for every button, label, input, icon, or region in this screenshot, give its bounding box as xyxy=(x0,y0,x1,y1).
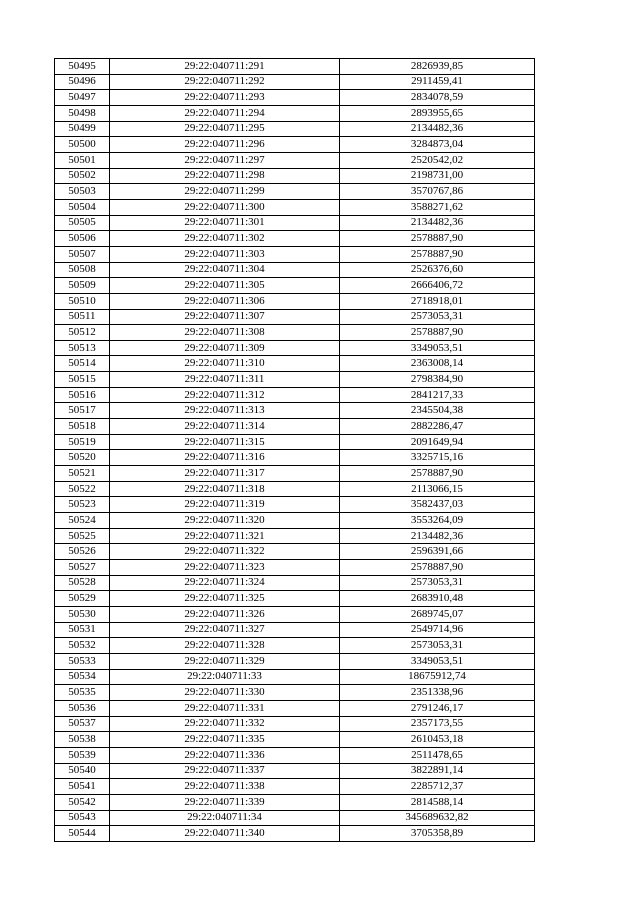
table-row xyxy=(55,826,535,842)
table-row xyxy=(55,90,535,106)
table-row xyxy=(55,591,535,607)
table-row xyxy=(55,356,535,372)
value-cell: 2573053,31 xyxy=(340,309,535,325)
cadastral-number-cell: 29:22:040711:315 xyxy=(110,434,340,450)
table-row xyxy=(55,403,535,419)
value-cell: 3705358,89 xyxy=(340,826,535,842)
row-number-cell: 50514 xyxy=(55,356,110,372)
row-number-cell: 50539 xyxy=(55,747,110,763)
cadastral-number-cell: 29:22:040711:336 xyxy=(110,747,340,763)
cadastral-number-cell: 29:22:040711:339 xyxy=(110,794,340,810)
table-row xyxy=(55,794,535,810)
value-cell: 2526376,60 xyxy=(340,262,535,278)
table-row xyxy=(55,544,535,560)
cadastral-number-cell: 29:22:040711:309 xyxy=(110,340,340,356)
table-row xyxy=(55,340,535,356)
row-number-cell: 50515 xyxy=(55,372,110,388)
table-row xyxy=(55,215,535,231)
cadastral-number-cell: 29:22:040711:331 xyxy=(110,700,340,716)
value-cell: 2351338,96 xyxy=(340,685,535,701)
row-number-cell: 50499 xyxy=(55,121,110,137)
cadastral-number-cell: 29:22:040711:308 xyxy=(110,325,340,341)
table-body xyxy=(55,59,535,842)
cadastral-number-cell: 29:22:040711:310 xyxy=(110,356,340,372)
cadastral-number-cell: 29:22:040711:329 xyxy=(110,653,340,669)
cadastral-number-cell: 29:22:040711:291 xyxy=(110,59,340,75)
value-cell: 2791246,17 xyxy=(340,700,535,716)
cadastral-number-cell: 29:22:040711:313 xyxy=(110,403,340,419)
table-row xyxy=(55,262,535,278)
cadastral-number-cell: 29:22:040711:335 xyxy=(110,732,340,748)
value-cell: 2285712,37 xyxy=(340,779,535,795)
row-number-cell: 50543 xyxy=(55,810,110,826)
cadastral-number-cell: 29:22:040711:306 xyxy=(110,293,340,309)
value-cell: 2520542,02 xyxy=(340,152,535,168)
cadastral-number-cell: 29:22:040711:325 xyxy=(110,591,340,607)
row-number-cell: 50503 xyxy=(55,184,110,200)
table-row xyxy=(55,700,535,716)
row-number-cell: 50522 xyxy=(55,481,110,497)
value-cell: 2198731,00 xyxy=(340,168,535,184)
cadastral-number-cell: 29:22:040711:326 xyxy=(110,606,340,622)
value-cell: 3325715,16 xyxy=(340,450,535,466)
cadastral-number-cell: 29:22:040711:304 xyxy=(110,262,340,278)
table-row xyxy=(55,560,535,576)
row-number-cell: 50530 xyxy=(55,606,110,622)
value-cell: 2113066,15 xyxy=(340,481,535,497)
table-row xyxy=(55,278,535,294)
value-cell: 2841217,33 xyxy=(340,387,535,403)
row-number-cell: 50504 xyxy=(55,199,110,215)
cadastral-number-cell: 29:22:040711:297 xyxy=(110,152,340,168)
value-cell: 2814588,14 xyxy=(340,794,535,810)
table-row xyxy=(55,105,535,121)
value-cell: 3588271,62 xyxy=(340,199,535,215)
row-number-cell: 50508 xyxy=(55,262,110,278)
value-cell: 2798384,90 xyxy=(340,372,535,388)
row-number-cell: 50511 xyxy=(55,309,110,325)
cadastral-number-cell: 29:22:040711:320 xyxy=(110,513,340,529)
cadastral-number-cell: 29:22:040711:299 xyxy=(110,184,340,200)
value-cell: 2573053,31 xyxy=(340,638,535,654)
table-row xyxy=(55,622,535,638)
table-row xyxy=(55,763,535,779)
cadastral-number-cell: 29:22:040711:321 xyxy=(110,528,340,544)
row-number-cell: 50532 xyxy=(55,638,110,654)
table-row xyxy=(55,747,535,763)
row-number-cell: 50510 xyxy=(55,293,110,309)
row-number-cell: 50517 xyxy=(55,403,110,419)
row-number-cell: 50531 xyxy=(55,622,110,638)
cadastral-number-cell: 29:22:040711:319 xyxy=(110,497,340,513)
table-row xyxy=(55,246,535,262)
row-number-cell: 50529 xyxy=(55,591,110,607)
table-row xyxy=(55,497,535,513)
cadastral-number-cell: 29:22:040711:337 xyxy=(110,763,340,779)
row-number-cell: 50542 xyxy=(55,794,110,810)
table-row xyxy=(55,121,535,137)
table-row xyxy=(55,231,535,247)
table-row xyxy=(55,606,535,622)
cadastral-number-cell: 29:22:040711:323 xyxy=(110,560,340,576)
value-cell: 2578887,90 xyxy=(340,466,535,482)
row-number-cell: 50541 xyxy=(55,779,110,795)
value-cell: 3349053,51 xyxy=(340,653,535,669)
row-number-cell: 50501 xyxy=(55,152,110,168)
row-number-cell: 50498 xyxy=(55,105,110,121)
row-number-cell: 50516 xyxy=(55,387,110,403)
value-cell: 2578887,90 xyxy=(340,246,535,262)
value-cell: 2911459,41 xyxy=(340,74,535,90)
row-number-cell: 50500 xyxy=(55,137,110,153)
value-cell: 18675912,74 xyxy=(340,669,535,685)
table-row xyxy=(55,137,535,153)
value-cell: 2134482,36 xyxy=(340,215,535,231)
row-number-cell: 50497 xyxy=(55,90,110,106)
row-number-cell: 50527 xyxy=(55,560,110,576)
cadastral-number-cell: 29:22:040711:33 xyxy=(110,669,340,685)
row-number-cell: 50521 xyxy=(55,466,110,482)
table-row xyxy=(55,450,535,466)
cadastral-number-cell: 29:22:040711:295 xyxy=(110,121,340,137)
cadastral-number-cell: 29:22:040711:305 xyxy=(110,278,340,294)
table-row xyxy=(55,575,535,591)
value-cell: 2091649,94 xyxy=(340,434,535,450)
row-number-cell: 50537 xyxy=(55,716,110,732)
value-cell: 3570767,86 xyxy=(340,184,535,200)
row-number-cell: 50505 xyxy=(55,215,110,231)
value-cell: 2578887,90 xyxy=(340,560,535,576)
row-number-cell: 50535 xyxy=(55,685,110,701)
row-number-cell: 50506 xyxy=(55,231,110,247)
table-row xyxy=(55,638,535,654)
table-row xyxy=(55,199,535,215)
cadastral-number-cell: 29:22:040711:314 xyxy=(110,419,340,435)
cadastral-number-cell: 29:22:040711:330 xyxy=(110,685,340,701)
value-cell: 2893955,65 xyxy=(340,105,535,121)
value-cell: 2689745,07 xyxy=(340,606,535,622)
value-cell: 2578887,90 xyxy=(340,231,535,247)
value-cell: 2718918,01 xyxy=(340,293,535,309)
row-number-cell: 50533 xyxy=(55,653,110,669)
row-number-cell: 50523 xyxy=(55,497,110,513)
cadastral-number-cell: 29:22:040711:293 xyxy=(110,90,340,106)
table-row xyxy=(55,716,535,732)
cadastral-number-cell: 29:22:040711:316 xyxy=(110,450,340,466)
row-number-cell: 50513 xyxy=(55,340,110,356)
value-cell: 2549714,96 xyxy=(340,622,535,638)
table-row xyxy=(55,59,535,75)
row-number-cell: 50524 xyxy=(55,513,110,529)
value-cell: 2573053,31 xyxy=(340,575,535,591)
value-cell: 2345504,38 xyxy=(340,403,535,419)
row-number-cell: 50526 xyxy=(55,544,110,560)
cadastral-number-cell: 29:22:040711:318 xyxy=(110,481,340,497)
cadastral-number-cell: 29:22:040711:340 xyxy=(110,826,340,842)
table-row xyxy=(55,387,535,403)
value-cell: 2363008,14 xyxy=(340,356,535,372)
table-row xyxy=(55,419,535,435)
cadastral-number-cell: 29:22:040711:312 xyxy=(110,387,340,403)
value-cell: 3284873,04 xyxy=(340,137,535,153)
table-row xyxy=(55,372,535,388)
value-cell: 2826939,85 xyxy=(340,59,535,75)
cadastral-number-cell: 29:22:040711:317 xyxy=(110,466,340,482)
cadastral-number-cell: 29:22:040711:332 xyxy=(110,716,340,732)
table-row xyxy=(55,481,535,497)
value-cell: 2882286,47 xyxy=(340,419,535,435)
row-number-cell: 50495 xyxy=(55,59,110,75)
row-number-cell: 50519 xyxy=(55,434,110,450)
value-cell: 2596391,66 xyxy=(340,544,535,560)
table-row xyxy=(55,653,535,669)
table-row xyxy=(55,466,535,482)
cadastral-number-cell: 29:22:040711:302 xyxy=(110,231,340,247)
cadastral-number-cell: 29:22:040711:296 xyxy=(110,137,340,153)
row-number-cell: 50534 xyxy=(55,669,110,685)
row-number-cell: 50496 xyxy=(55,74,110,90)
row-number-cell: 50502 xyxy=(55,168,110,184)
table-row xyxy=(55,732,535,748)
table-row xyxy=(55,528,535,544)
table-row xyxy=(55,325,535,341)
table-row xyxy=(55,779,535,795)
cadastral-number-cell: 29:22:040711:298 xyxy=(110,168,340,184)
cadastral-number-cell: 29:22:040711:338 xyxy=(110,779,340,795)
cadastral-number-cell: 29:22:040711:327 xyxy=(110,622,340,638)
table-row xyxy=(55,810,535,826)
value-cell: 2834078,59 xyxy=(340,90,535,106)
value-cell: 2578887,90 xyxy=(340,325,535,341)
cadastral-number-cell: 29:22:040711:303 xyxy=(110,246,340,262)
table-row xyxy=(55,669,535,685)
value-cell: 2511478,65 xyxy=(340,747,535,763)
table-row xyxy=(55,168,535,184)
value-cell: 3553264,09 xyxy=(340,513,535,529)
value-cell: 2683910,48 xyxy=(340,591,535,607)
table-row xyxy=(55,152,535,168)
row-number-cell: 50544 xyxy=(55,826,110,842)
row-number-cell: 50536 xyxy=(55,700,110,716)
cadastral-number-cell: 29:22:040711:294 xyxy=(110,105,340,121)
table-row xyxy=(55,184,535,200)
value-cell: 2134482,36 xyxy=(340,121,535,137)
row-number-cell: 50509 xyxy=(55,278,110,294)
cadastral-number-cell: 29:22:040711:292 xyxy=(110,74,340,90)
row-number-cell: 50525 xyxy=(55,528,110,544)
cadastral-number-cell: 29:22:040711:311 xyxy=(110,372,340,388)
cadastral-number-cell: 29:22:040711:34 xyxy=(110,810,340,826)
row-number-cell: 50512 xyxy=(55,325,110,341)
value-cell: 345689632,82 xyxy=(340,810,535,826)
cadastral-number-cell: 29:22:040711:328 xyxy=(110,638,340,654)
value-cell: 2666406,72 xyxy=(340,278,535,294)
value-cell: 3822891,14 xyxy=(340,763,535,779)
cadastral-number-cell: 29:22:040711:322 xyxy=(110,544,340,560)
cadastral-number-cell: 29:22:040711:324 xyxy=(110,575,340,591)
row-number-cell: 50518 xyxy=(55,419,110,435)
row-number-cell: 50507 xyxy=(55,246,110,262)
value-cell: 2610453,18 xyxy=(340,732,535,748)
table-row xyxy=(55,685,535,701)
value-cell: 3349053,51 xyxy=(340,340,535,356)
value-cell: 3582437,03 xyxy=(340,497,535,513)
table-row xyxy=(55,513,535,529)
table-row xyxy=(55,434,535,450)
cadastral-value-table xyxy=(54,58,535,842)
table-row xyxy=(55,293,535,309)
cadastral-number-cell: 29:22:040711:301 xyxy=(110,215,340,231)
cadastral-number-cell: 29:22:040711:307 xyxy=(110,309,340,325)
cadastral-number-cell: 29:22:040711:300 xyxy=(110,199,340,215)
row-number-cell: 50538 xyxy=(55,732,110,748)
row-number-cell: 50520 xyxy=(55,450,110,466)
table-row xyxy=(55,309,535,325)
table-row xyxy=(55,74,535,90)
value-cell: 2357173,55 xyxy=(340,716,535,732)
row-number-cell: 50540 xyxy=(55,763,110,779)
value-cell: 2134482,36 xyxy=(340,528,535,544)
row-number-cell: 50528 xyxy=(55,575,110,591)
